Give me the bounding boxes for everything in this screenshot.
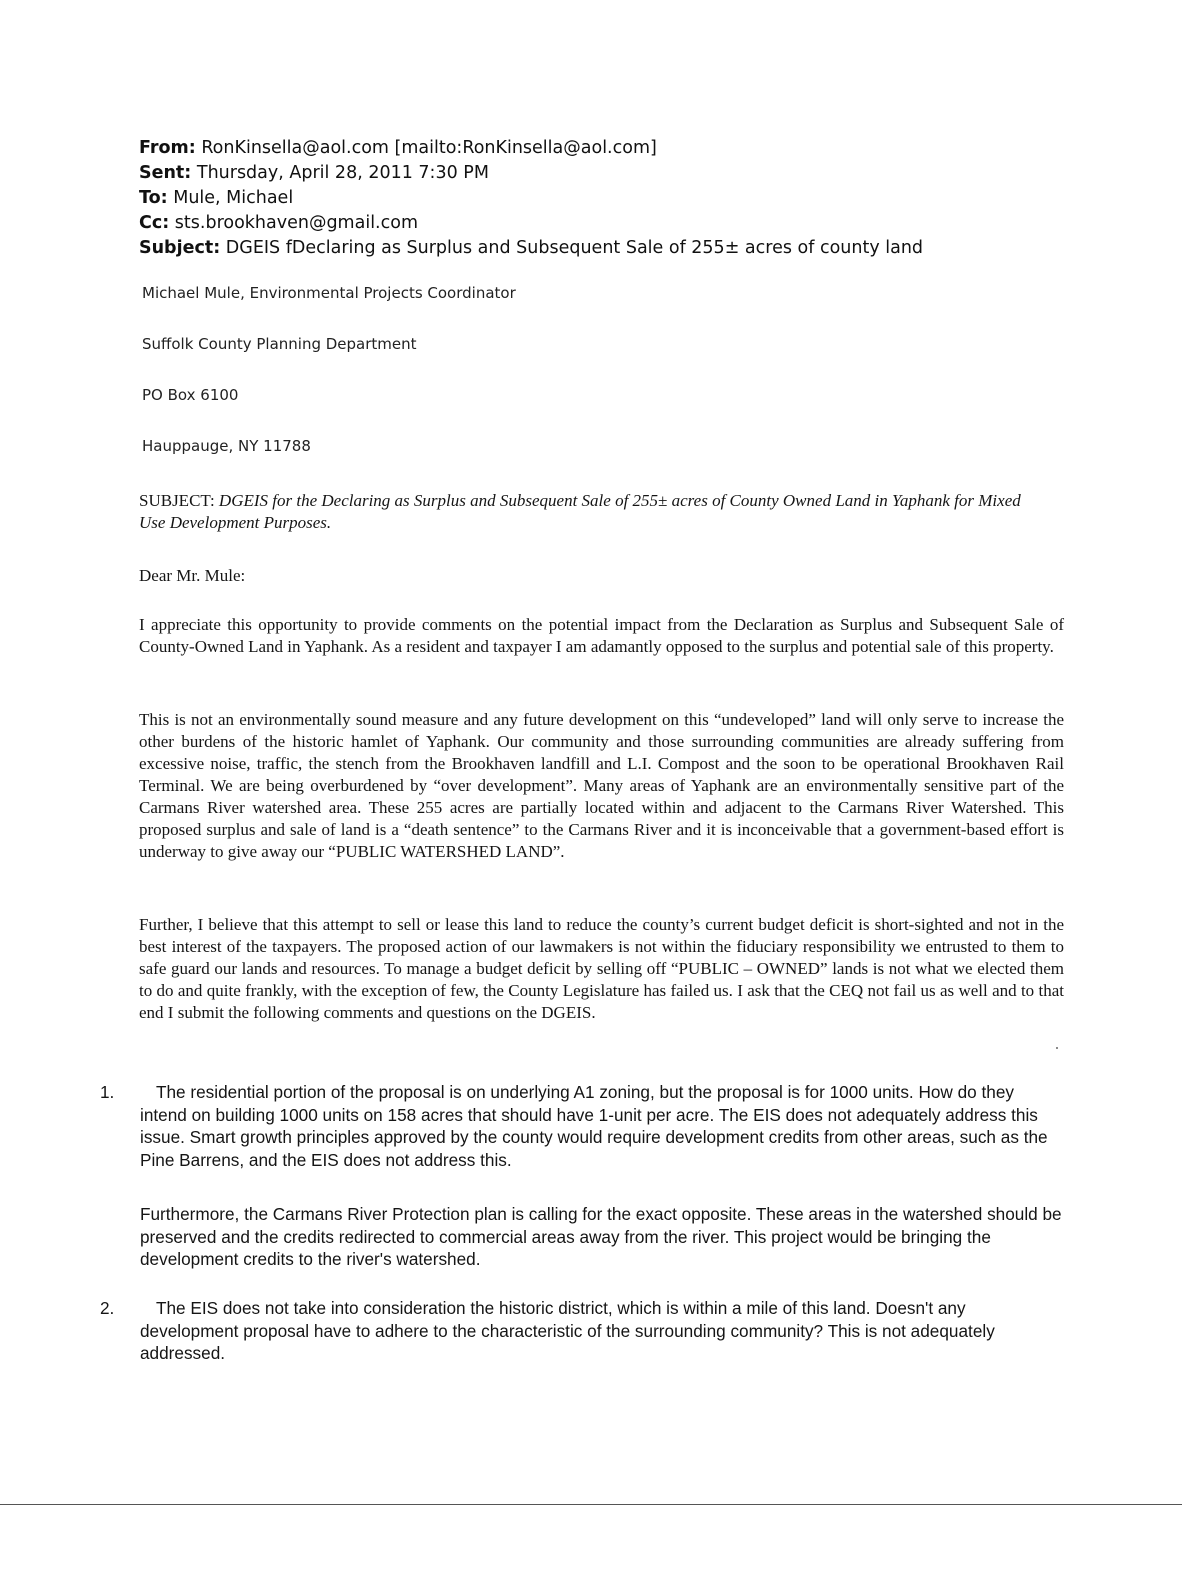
recipient-po-box: PO Box 6100 (142, 386, 239, 404)
salutation: Dear Mr. Mule: (139, 566, 246, 585)
list-item-1 (100, 1081, 1065, 1181)
letter-subject (139, 490, 1039, 534)
list-item-number: 1. (100, 1082, 115, 1102)
paragraph-3: Further, I believe that this attempt to sell or lease this land to reduce the county’s current budget deficit is short-sighted and not in the best interest of the taxpayers. The proposed action of our lawmakers is not within the fiduciary responsibility we entrusted to them to safe guard our lands and resources. To manage a budget deficit by selling off “PUBLIC – OWNED” lands is not what we elected them to do and quite frankly, with the exception of few, the County Legislature has failed us. I ask that the CEQ not fail us as well and to that end I submit the following comments and questions on the DGEIS. (139, 915, 1064, 1022)
to-line (139, 186, 1039, 211)
scan-speck (1056, 1047, 1058, 1049)
sent-line (139, 161, 1039, 186)
sent-label: Sent: (139, 163, 192, 183)
list-item-1-followup: Furthermore, the Carmans River Protection plan is calling for the exact opposite. These areas in the watershed should be preserved and the credits redirected to commercial areas away from the river. This project would be bringing the development credits to the river's watershed. (140, 1204, 1062, 1269)
list-item-text (140, 1297, 1065, 1365)
subject-value: DGEIS fDeclaring as Surplus and Subsequent Sale of 255± acres of county land (225, 238, 924, 258)
from-value: RonKinsella@aol.com [mailto:RonKinsella@aol.com] (201, 138, 657, 158)
recipient-name-title: Michael Mule, Environmental Projects Coordinator (142, 284, 516, 302)
paragraph-1: I appreciate this opportunity to provide comments on the potential impact from the Declaration as Surplus and Subsequent Sale of County-Owned Land in Yaphank. As a resident and taxpayer I am adamantly opposed to the surplus and potential sale of this property. (139, 615, 1064, 656)
list-item-2-text: The EIS does not take into consideration the historic district, which is within a mile of this land. Doesn't any development proposal have to adhere to the characteristic of the surrounding community? This is not adequately addressed. (140, 1298, 995, 1363)
email-header (139, 136, 1039, 261)
subject-label: Subject: (139, 238, 221, 258)
cc-line (139, 211, 1039, 236)
sent-value: Thursday, April 28, 2011 7:30 PM (196, 163, 489, 183)
list-item-1-text: The residential portion of the proposal is on underlying A1 zoning, but the proposal is for 1000 units. How do they intend on building 1000 units on 158 acres that should have 1-unit per acre. The EIS does not adequately address this issue. Smart growth principles approved by the county would require development credits from other areas, such as the Pine Barrens, and the EIS does not address this. (140, 1082, 1048, 1170)
list-item-2 (100, 1297, 1065, 1367)
from-line (139, 136, 1039, 161)
footer-divider (0, 1504, 1182, 1505)
recipient-city: Hauppauge, NY 11788 (142, 437, 311, 455)
recipient-department: Suffolk County Planning Department (142, 335, 417, 353)
letter-subject-prefix: SUBJECT: (139, 491, 219, 510)
list-item-number: 2. (100, 1298, 115, 1318)
list-item-text (140, 1081, 1065, 1171)
to-label: To: (139, 188, 168, 208)
subject-line (139, 236, 1039, 261)
cc-value: sts.brookhaven@gmail.com (174, 213, 418, 233)
from-label: From: (139, 138, 196, 158)
paragraph-2: This is not an environmentally sound measure and any future development on this “undeveloped” land will only serve to increase the other burdens of the historic hamlet of Yaphank. Our community and those surrounding communities are already suffering from excessive noise, traffic, the stench from the Brookhaven landfill and L.I. Compost and the soon to be operational Brookhaven Rail Terminal. We are being overburdened by “over development”. Many areas of Yaphank are an environmentally sensitive part of the Carmans River watershed area. These 255 acres are partially located within and adjacent to the Carmans River Watershed. This proposed surplus and sale of land is a “death sentence” to the Carmans River and it is inconceivable that a government-based effort is underway to give away our “PUBLIC WATERSHED LAND”. (139, 710, 1064, 861)
letter-subject-text: DGEIS for the Declaring as Surplus and Subsequent Sale of 255± acres of County Owned Land in Yaphank for Mixed Use Development Purposes. (139, 491, 1021, 532)
to-value: Mule, Michael (173, 188, 294, 208)
cc-label: Cc: (139, 213, 170, 233)
